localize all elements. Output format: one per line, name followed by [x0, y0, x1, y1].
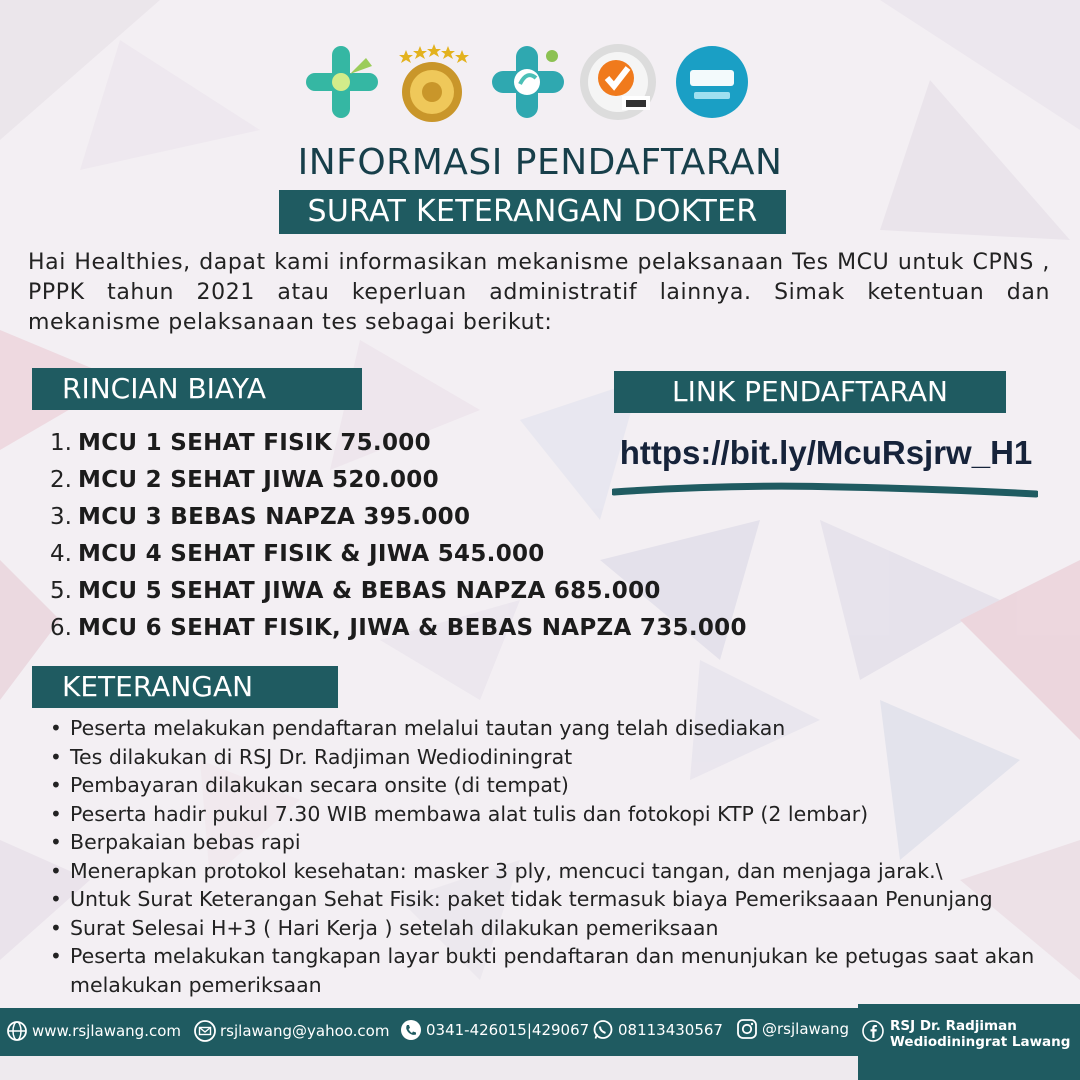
list-item-text: MCU 2 SEHAT JIWA 520.000	[78, 466, 439, 493]
instagram-text: @rsjlawang	[762, 1020, 849, 1038]
phone-text: 0341-426015|429067	[426, 1021, 590, 1039]
bullet-icon: •	[50, 744, 62, 769]
list-item-number: 4.	[50, 540, 72, 567]
whatsapp-text: 08113430567	[618, 1021, 723, 1039]
list-item	[40, 609, 800, 646]
page-subtitle: SURAT KETERANGAN DOKTER	[279, 190, 786, 234]
list-item	[50, 714, 1060, 743]
list-item-text: Tes dilakukan di RSJ Dr. Radjiman Wediodiningrat	[70, 744, 573, 769]
page-title: INFORMASI PENDAFTARAN	[297, 142, 783, 183]
list-item-text: Peserta hadir pukul 7.30 WIB membawa alat tulis dan fotokopi KTP (2 lembar)	[70, 801, 869, 826]
whatsapp-icon	[592, 1019, 614, 1041]
facebook-icon	[862, 1020, 884, 1042]
globe-icon	[6, 1020, 28, 1042]
list-item	[40, 498, 800, 535]
email-link[interactable]	[194, 1020, 389, 1042]
kemenkes-logo	[300, 40, 384, 124]
website-text: www.rsjlawang.com	[32, 1022, 181, 1040]
facebook-text-line2: Wediodiningrat Lawang	[890, 1034, 1071, 1050]
facebook-link[interactable]	[862, 1018, 1070, 1050]
bullet-icon: •	[50, 830, 62, 854]
list-item	[50, 942, 1060, 999]
list-item-text: Peserta melakukan pendaftaran melalui tautan yang telah disediakan	[70, 716, 786, 740]
list-item	[50, 857, 1060, 886]
list-item-text: MCU 1 SEHAT FISIK 75.000	[78, 429, 431, 456]
instagram-link[interactable]	[736, 1018, 849, 1040]
bullet-icon: •	[50, 858, 62, 883]
iso-9001-sgs-logo	[576, 40, 660, 124]
phone-link[interactable]	[400, 1019, 589, 1041]
list-item-number: 2.	[50, 466, 72, 493]
blu-speed-logo	[670, 40, 754, 124]
list-item-number: 3.	[50, 503, 72, 530]
list-item	[50, 800, 1060, 829]
accreditation-seal-logo	[388, 40, 472, 124]
list-item-text: MCU 5 SEHAT JIWA & BEBAS NAPZA 685.000	[78, 577, 661, 604]
phone-icon	[400, 1019, 422, 1041]
list-item-text: Untuk Surat Keterangan Sehat Fisik: paket tidak termasuk biaya Pemeriksaaan Penunjang	[70, 887, 993, 911]
list-item-text: Pembayaran dilakukan secara onsite (di tempat)	[70, 773, 569, 797]
list-item-number: 5.	[50, 577, 72, 604]
partner-logos	[300, 40, 760, 130]
keterangan-heading: KETERANGAN	[32, 666, 338, 708]
footer-strip	[0, 1056, 880, 1080]
link-pendaftaran-heading: LINK PENDAFTARAN	[614, 371, 1006, 413]
brush-underline	[612, 480, 1038, 500]
keterangan-list	[50, 714, 1060, 999]
whatsapp-link[interactable]	[592, 1019, 723, 1041]
instagram-icon	[736, 1018, 758, 1040]
list-item	[50, 828, 1060, 857]
bullet-icon: •	[50, 801, 62, 826]
rincian-biaya-heading: RINCIAN BIAYA	[32, 368, 362, 410]
registration-link[interactable]: https://bit.ly/McuRsjrw_H1	[619, 434, 1033, 471]
list-item-text: MCU 3 BEBAS NAPZA 395.000	[78, 503, 471, 530]
bullet-icon: •	[50, 716, 62, 740]
list-item	[50, 743, 1060, 772]
bullet-icon: •	[50, 887, 62, 911]
bullet-icon: •	[50, 773, 62, 797]
list-item-text: Menerapkan protokol kesehatan: masker 3 ply, mencuci tangan, dan menjaga jarak.\	[70, 858, 943, 883]
list-item-number: 6.	[50, 614, 72, 641]
list-item	[40, 535, 800, 572]
list-item-text: MCU 4 SEHAT FISIK & JIWA 545.000	[78, 540, 545, 567]
intro-paragraph: Hai Healthies, dapat kami informasikan mekanisme pelaksanaan Tes MCU untuk CPNS , PPPK tahun 2021 atau keperluan administratif lainnya. Simak ketentuan dan mekanisme pelaksanaan tes sebagai berikut:	[28, 250, 1050, 335]
list-item-text: MCU 6 SEHAT FISIK, JIWA & BEBAS NAPZA 735.000	[78, 614, 747, 641]
website-link[interactable]	[6, 1020, 181, 1042]
list-item	[40, 572, 800, 609]
list-item	[50, 914, 1060, 943]
bullet-icon: •	[50, 915, 62, 940]
rsj-lawang-logo	[486, 40, 570, 124]
list-item	[50, 885, 1060, 914]
list-item-text: Peserta melakukan tangkapan layar bukti pendaftaran dan menunjukan ke petugas saat akan melakukan pemeriksaan	[70, 944, 1035, 997]
list-item	[50, 771, 1060, 800]
facebook-text-line1: RSJ Dr. Radjiman	[890, 1018, 1017, 1034]
mail-icon	[194, 1020, 216, 1042]
email-text: rsjlawang@yahoo.com	[220, 1022, 390, 1040]
list-item-text: Berpakaian bebas rapi	[70, 830, 301, 854]
bullet-icon: •	[50, 944, 62, 968]
list-item-text: Surat Selesai H+3 ( Hari Kerja ) setelah dilakukan pemeriksaan	[70, 915, 719, 940]
list-item-number: 1.	[50, 429, 72, 456]
